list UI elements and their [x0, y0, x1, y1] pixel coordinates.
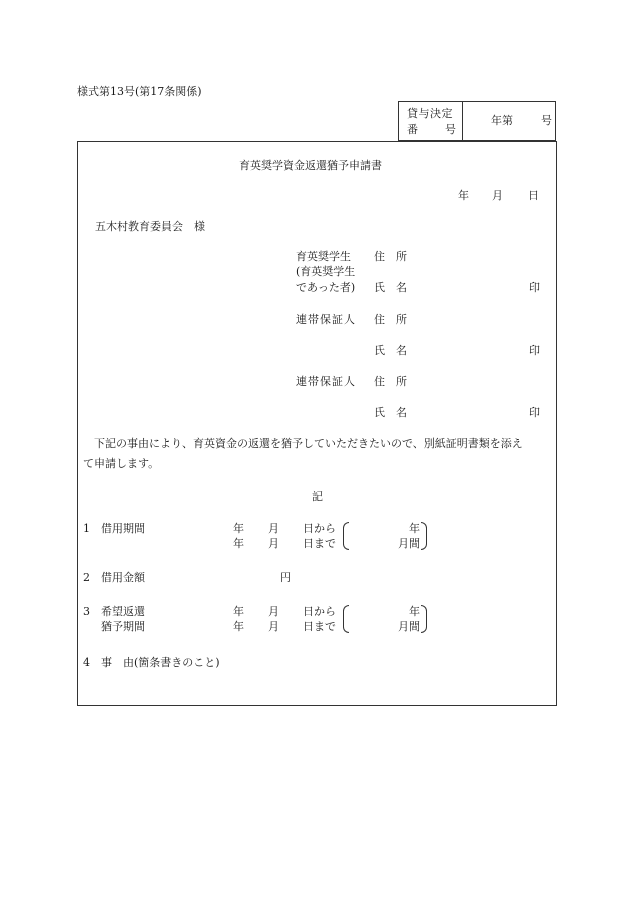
item3-from-year[interactable]: 年 [233, 605, 244, 618]
number-label-go: 号 [445, 123, 456, 136]
item3-label-line1: 希望返還 [101, 605, 145, 618]
item1-duration-months[interactable]: 月間 [398, 537, 420, 550]
item4-label: 事 由(箇条書きのこと) [101, 656, 220, 669]
item3-label-line2: 猶予期間 [101, 620, 145, 633]
number-label [407, 123, 456, 137]
item1-from-month[interactable]: 月 [268, 522, 279, 535]
item1-bracket-right [421, 522, 427, 550]
date-year-field[interactable]: 年 [458, 189, 469, 202]
item2-yen-field[interactable]: 円 [280, 571, 291, 584]
item1-to-day[interactable]: 日まで [303, 537, 336, 550]
loan-box-divider [462, 102, 463, 140]
item3-to-day[interactable]: 日まで [303, 620, 336, 633]
document-title: 育英奨学資金返還猶予申請書 [239, 159, 382, 172]
item4-number: 4 [83, 656, 90, 669]
item2-number: 2 [83, 571, 90, 584]
item3-duration-months[interactable]: 月間 [398, 620, 420, 633]
guarantor2-role: 連帯保証人 [296, 375, 356, 388]
body-text-line2: て申請します。 [83, 457, 160, 470]
guarantor1-address-label[interactable]: 住 所 [374, 313, 407, 326]
guarantor1-name-label[interactable]: 氏 名 [374, 344, 407, 357]
addressee: 五木村教育委員会 様 [95, 220, 205, 233]
applicant-address-label[interactable]: 住 所 [374, 250, 407, 263]
applicant-role-line2: (育英奨学生 [296, 265, 356, 278]
loan-year-field[interactable]: 年第 [491, 114, 513, 127]
loan-decision-label: 貸与決定 [407, 107, 453, 120]
date-month-field[interactable]: 月 [492, 189, 503, 202]
body-text-line1: 下記の事由により、育英資金の返還を猶予していただきたいので、別紙証明書類を添え [94, 437, 523, 450]
item3-to-year[interactable]: 年 [233, 620, 244, 633]
item3-from-day[interactable]: 日から [303, 605, 336, 618]
loan-number-field[interactable]: 号 [541, 114, 552, 127]
item3-to-month[interactable]: 月 [268, 620, 279, 633]
item3-from-month[interactable]: 月 [268, 605, 279, 618]
item1-from-day[interactable]: 日から [303, 522, 336, 535]
number-label-ban: 番 [407, 123, 418, 136]
guarantor1-seal: 印 [529, 344, 540, 357]
applicant-role-line3: であった者) [296, 281, 356, 294]
applicant-name-label[interactable]: 氏 名 [374, 281, 407, 294]
applicant-seal: 印 [529, 281, 540, 294]
loan-decision-number-box [398, 101, 556, 141]
date-day-field[interactable]: 日 [528, 189, 539, 202]
guarantor2-name-label[interactable]: 氏 名 [374, 406, 407, 419]
item1-to-year[interactable]: 年 [233, 537, 244, 550]
item1-from-year[interactable]: 年 [233, 522, 244, 535]
item3-bracket-right [421, 605, 427, 633]
guarantor2-address-label[interactable]: 住 所 [374, 375, 407, 388]
application-form-box [77, 141, 557, 706]
item1-number: 1 [83, 522, 90, 535]
item3-bracket-left [343, 605, 349, 633]
item1-bracket-left [343, 522, 349, 550]
form-number-label: 様式第13号(第17条関係) [77, 85, 202, 98]
guarantor2-seal: 印 [529, 406, 540, 419]
item1-duration-years[interactable]: 年 [409, 522, 420, 535]
item1-label: 借用期間 [101, 522, 145, 535]
item3-number: 3 [83, 605, 90, 618]
item1-to-month[interactable]: 月 [268, 537, 279, 550]
ki-heading: 記 [312, 490, 323, 503]
item3-duration-years[interactable]: 年 [409, 605, 420, 618]
item2-label: 借用金額 [101, 571, 145, 584]
guarantor1-role: 連帯保証人 [296, 313, 356, 326]
applicant-role-line1: 育英奨学生 [296, 250, 351, 263]
